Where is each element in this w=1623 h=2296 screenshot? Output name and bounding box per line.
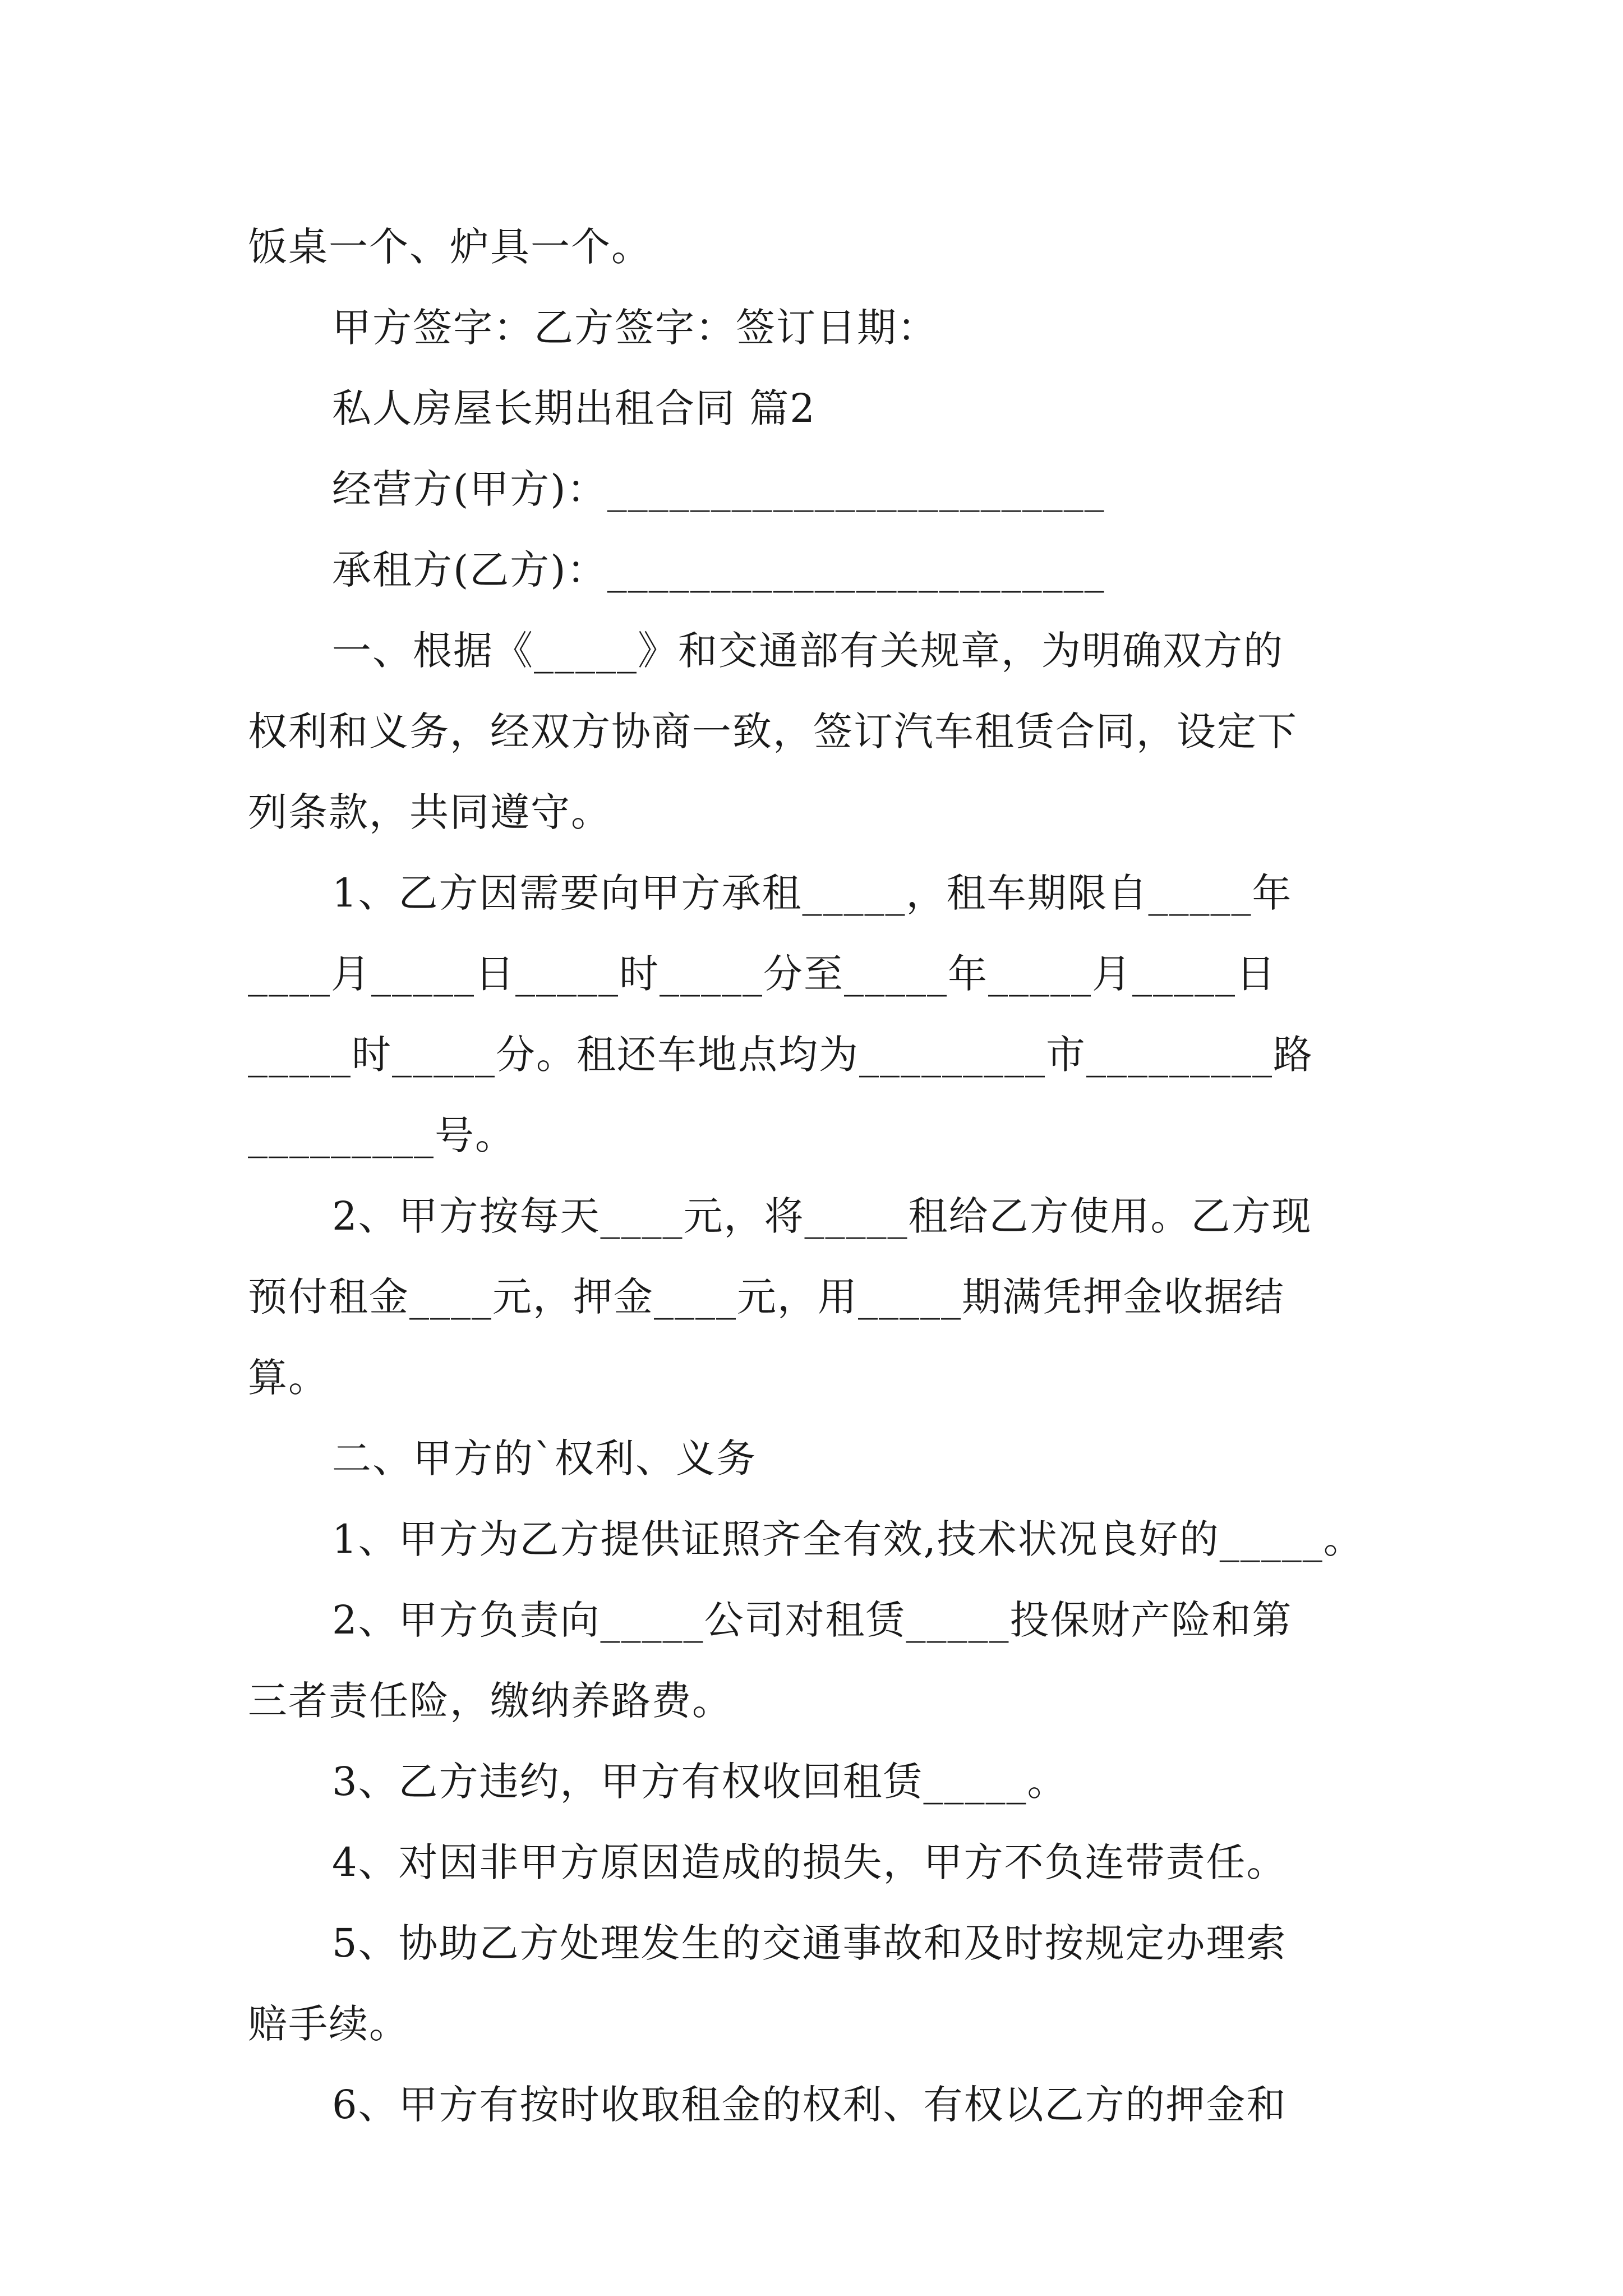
section-heading: 二、甲方的`权利、义务: [332, 1435, 757, 1481]
operator-party-line: 经营方(甲方)：________________________: [332, 466, 1105, 512]
text-line: 列条款，共同遵守。: [248, 789, 611, 835]
text-line: 3、乙方违约，甲方有权收回租赁_____。: [332, 1759, 1068, 1805]
text-line: 算。: [248, 1355, 329, 1401]
text-line: 2、甲方负责向_____公司对租赁_____投保财产险和第: [332, 1597, 1293, 1643]
text-line: 1、甲方为乙方提供证照齐全有效,技术状况良好的_____。: [332, 1516, 1364, 1562]
document-body: [248, 206, 1381, 2145]
text-line: _____时_____分。租还车地点均为_________市_________路: [248, 1032, 1313, 1078]
text-line: ____月_____日_____时_____分至_____年_____月_____日: [248, 951, 1276, 997]
text-line: 6、甲方有按时收取租金的权利、有权以乙方的押金和: [332, 2082, 1287, 2128]
text-line: 权利和义务，经双方协商一致，签订汽车租赁合同，设定下: [248, 708, 1298, 754]
text-line: 饭桌一个、炉具一个。: [248, 224, 652, 270]
text-line: 5、协助乙方处理发生的交通事故和及时按规定办理索: [332, 1920, 1287, 1966]
text-line: 1、乙方因需要向甲方承租_____，租车期限自_____年: [332, 870, 1293, 916]
text-line: 赔手续。: [248, 2001, 409, 2047]
text-line: 4、对因非甲方原因造成的损失，甲方不负连带责任。: [332, 1839, 1287, 1885]
text-line: _________号。: [248, 1112, 515, 1158]
text-line: 一、根据《_____》和交通部有关规章，为明确双方的: [332, 628, 1284, 674]
lessee-party-line: 承租方(乙方)：________________________: [332, 547, 1105, 593]
text-line: 预付租金____元，押金____元，用_____期满凭押金收据结: [248, 1274, 1285, 1320]
signature-line: 甲方签字：乙方签字：签订日期：: [332, 305, 938, 351]
text-line: 三者责任险，缴纳养路费。: [248, 1678, 732, 1724]
text-line: 2、甲方按每天____元，将_____租给乙方使用。乙方现: [332, 1193, 1312, 1239]
section-title: 私人房屋长期出租合同 篇2: [332, 385, 816, 431]
